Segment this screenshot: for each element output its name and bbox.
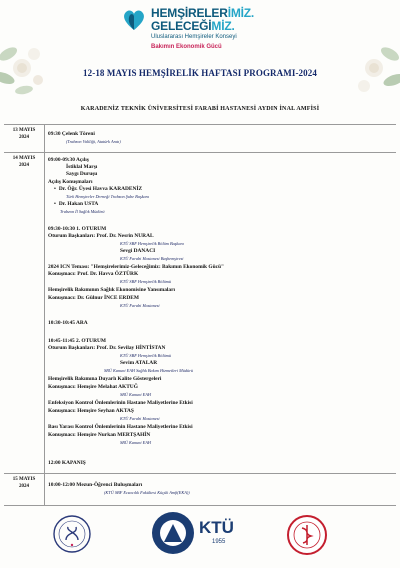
speaker-affiliation: KTÜ Farabi Hastanesi [120,416,160,421]
speaker-affiliation: Türk Hemşireler Derneği Trabzon Şube Başkanı [66,194,150,199]
ktu-logo [150,510,244,556]
campaign-logo [120,4,280,52]
speaker-name: Sevgi DANACI [120,248,156,254]
logo-tagline: Bakımın Ekonomik Gücü [151,44,222,50]
icn-heart-icon [120,6,148,34]
date-13-may: 13 MAYIS 2024 [12,128,36,140]
speaker-name: Konuşmacı: Dr. Gülnur İNCE ERDEM [48,295,139,301]
session-heading: 10:45-11:45 2. OTURUM [48,338,106,344]
ministry-of-health-logo [286,514,328,556]
session-chairs: Oturum Başkanları: Prof. Dr. Sevilay HİNTİSTAN [48,345,166,351]
speaker-affiliation: SBÜ Kanuni EAH [120,440,152,445]
ktu-founding-year: 1955 [212,539,226,545]
talk-title: 2024 ICN Teması: "Hemşirelerimiz-Geleceğimiz: Bakımın Ekonomik Gücü" [48,264,224,270]
speaker-affiliation: KTÜ SBF Hemşirelik Bölüm Başkanı [120,241,184,246]
program-item: Saygı Duruşu [66,171,98,177]
divider [4,124,396,125]
ktu-emblem-icon [150,510,196,556]
speaker-name: Konuşmacı: Hemşire Seyhan AKTAŞ [48,408,134,414]
health-sciences-faculty-logo [52,514,92,554]
speaker-affiliation: SBÜ Kanuni EAH [120,392,152,397]
date-14-may: 14 MAYIS 2024 [12,156,36,168]
logo-title-line1: HEMŞİRELERİMİZ. [151,6,255,20]
session-chairs: Oturum Başkanları: Prof. Dr. Nesrin NURAL [48,233,154,239]
program-note: (KTÜ SBF Eczacılık Fakültesi Küçük Amfi(EKA)) [104,490,190,495]
break-item: 10:30-10:45 ARA [48,320,88,326]
speaker-affiliation: KTÜ Farabi Hastanesi [120,303,160,308]
speaker-name: Konuşmacı: Prof. Dr. Havva ÖZTÜRK [48,271,139,277]
divider [4,152,396,153]
talk-title: Bası Yarası Kontrol Önlemlerinin Hastane Maliyetlerine Etkisi [48,424,193,430]
divider [4,473,396,474]
speaker-affiliation: KTÜ Farabi Hastanesi Başhemşiresi [120,256,184,261]
speaker-affiliation: KTÜ SBF Hemşirelik Bölümü [120,279,172,284]
speaker-affiliation: Trabzon İl Sağlık Müdürü [60,209,105,214]
closing-item: 12:00 KAPANIŞ [48,460,86,466]
speaker-name: Konuşmacı: Hemşire Melahat AKTUĞ [48,384,138,390]
venue-heading: KARADENİZ TEKNİK ÜNİVERSİTESİ FARABİ HASTANESİ AYDIN İNAL AMFİSİ [80,106,320,112]
talk-title: Hemşirelik Bakımına Duyarlı Kalite Göstergeleri [48,376,162,382]
session-heading: 09:30-10:30 1. OTURUM [48,226,107,232]
column-divider [44,124,45,505]
program-item: İstiklal Marşı [66,164,98,170]
speaker-name: Sevim ATALAR [120,360,158,366]
talk-title: Enfeksiyon Kontrol Önlemlerinin Hastane Maliyetlerine Etkisi [48,400,193,406]
speaker-name: • Dr. Öğr. Üyesi Havva KARADENİZ [54,186,142,192]
date-15-may: 15 MAYIS 2024 [12,477,36,489]
logo-title-line2: GELECEĞİMİZ. [151,19,235,33]
speaker-name: • Dr. Hakan USTA [54,201,98,207]
divider [4,505,396,506]
speaker-affiliation: KTÜ SBF Hemşirelik Bölümü [120,353,172,358]
program-item: 10:00-12:00 Mezun-Öğrenci Buluşmaları [48,482,143,488]
program-item: 09:00-09:30 Açılış [48,157,89,163]
program-item: Açılış Konuşmaları [48,179,93,185]
program-note: (Trabzon Valiliği, Atatürk Anıtı) [66,139,121,144]
ktu-wordmark: KTÜ [199,518,234,537]
logo-subtitle: Uluslararası Hemşireler Konseyi [151,34,237,40]
talk-title: Hemşirelik Bakımının Sağlık Ekonomisine Yansımaları [48,287,176,293]
speaker-name: Konuşmacı: Hemşire Nurkan MERTŞAHİN [48,432,151,438]
speaker-affiliation: SBÜ Kanuni EAH Sağlık Bakım Hizmetleri Müdürü [104,368,194,373]
page-title: 12-18 MAYIS HEMŞİRELİK HAFTASI PROGRAMI-2024 [83,68,317,78]
program-item: 09:30 Çelenk Töreni [48,131,95,137]
